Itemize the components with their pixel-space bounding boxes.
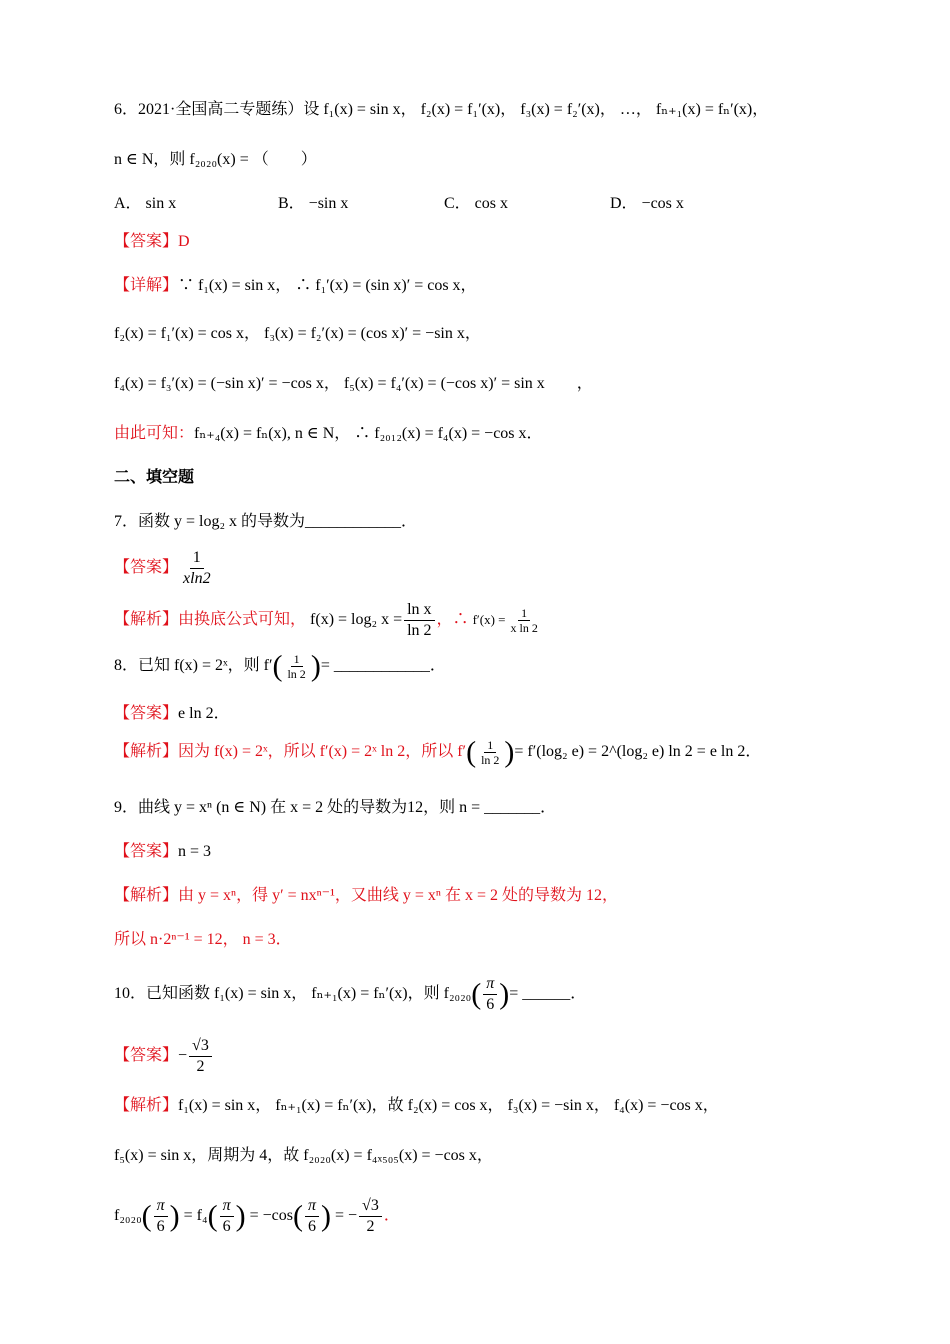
q7-answer-label: 【答案】 [114,559,179,577]
q9-answer-label: 【答案】 [114,843,179,860]
q10-analysis-label: 【解析】 [114,1097,179,1114]
q10-l3-frac2-den: 6 [222,1218,231,1235]
q6-answer-label: 【答案】 [114,233,179,250]
q7-stem: 7．函数 y = log₂ x 的导数为____________． [114,513,418,530]
q7-answer [114,548,890,592]
q7-analysis-frac2-den: x ln 2 [510,621,538,635]
q10-l3-frac2-num: π [220,1196,234,1217]
q9-stem: 9．曲线 y = xⁿ (n ∈ N) 在 x = 2 处的导数为12，则 n = _______． [114,799,557,816]
q10-answer-label: 【答案】 [114,1047,179,1065]
q10-l3-end: ． [383,1207,400,1225]
q7-analysis-label: 【解析】 [114,611,179,629]
q6-detail-line3: f₄(x) = f₃′(x) = (−sin x)′ = −cos x， f₅(x) = f₄′(x) = (−cos x)′ = sin x ， [114,375,593,392]
q6-detail-line4 [114,422,890,446]
q10-answer-num: √3 [189,1036,212,1057]
q9-answer [114,840,890,864]
q10-l3-frac3-den: 6 [307,1218,316,1235]
q8-answer-value: e ln 2． [178,705,230,722]
q10-answer-sign: − [178,1047,188,1065]
q10-l3-frac3 [305,1196,319,1237]
q8-analysis: 【解析】因为 f(x) = 2ˣ，所以 f′(x) = 2ˣ ln 2，所以 f′( $\frac{1}{\ln 2}$ )= f′(log₂ e) = 2^(log₂ e) ln 2 = e ln 2． [114,735,762,769]
q10-analysis-line1 [114,1094,890,1118]
q10-stem-suffix: = ______． [509,985,587,1003]
q8-stem-fraction [284,652,308,681]
q10-stem: 10．已知函数 f₁(x) = sin x， fₙ₊₁(x) = fₙ′(x)，则 f₂₀₂₀( $\frac{\pi}{6}$ )= ______． [114,975,587,1013]
q8-stem: 8．已知 f(x) = 2ˣ，则 f′( $\frac{1}{\ln 2}$ )= ____________． [114,649,446,683]
q6-option-b: B． −sin x [278,195,349,212]
q7-analysis-prefix: 由换底公式可知， [178,611,307,629]
q10-answer-fraction [189,1036,212,1077]
q7-analysis-expr2: f′(x) = [472,612,506,628]
q6-answer [114,230,890,254]
q10-l3-frac4-den: 2 [366,1218,375,1235]
q7-analysis-fraction2 [507,606,540,635]
q8-answer [114,702,890,726]
q6-stem-line2: n ∈ N，则 f₂₀₂₀(x) = （ ） [114,151,317,168]
q10-l3-b: = f₄ [183,1207,208,1225]
q10-stem-prefix: 10．已知函数 f₁(x) = sin x， fₙ₊₁(x) = fₙ′(x)，则 f₂₀₂₀ [114,985,472,1003]
q6-detail-label: 【详解】 [114,277,179,294]
q6-stem-line1: 6．2021·全国高二专题练）设 f₁(x) = sin x， f₂(x) = f₁′(x)， f₃(x) = f₂′(x)， …， fₙ₊₁(x) = fₙ′(x)， [114,101,769,118]
q10-l3-frac4 [359,1196,382,1237]
q10-l3-frac1-den: 6 [156,1218,165,1235]
q7-analysis [114,600,890,644]
q9-analysis-line1 [114,884,890,908]
q10-l3-frac3-num: π [305,1196,319,1217]
q9-analysis-line2: 所以 n·2ⁿ⁻¹ = 12， n = 3． [114,931,292,948]
q10-stem-fraction [483,974,497,1015]
q10-l3-d: = − [335,1207,358,1225]
q8-stem-suffix: = ____________． [320,657,446,675]
q7-analysis-frac-den: ln 2 [407,622,432,639]
q10-stem-frac-den: 6 [486,996,495,1013]
q6-detail-line4-text: fₙ₊₄(x) = fₙ(x), n ∈ N， ∴ f₂₀₁₂(x) = f₄(x) = −cos x． [194,425,543,442]
q8-analysis-frac-den: ln 2 [481,753,500,767]
q7-answer-den: xln2 [183,570,211,587]
section2-title: 二、填空题 [114,469,195,486]
q8-analysis-frac-num: 1 [484,738,496,753]
q7-analysis-expr: f(x) = log₂ x = [310,611,403,629]
q7-analysis-fraction [404,600,434,641]
q10-analysis-line1-text: f₁(x) = sin x， fₙ₊₁(x) = fₙ′(x)，故 f₂(x) = cos x， f₃(x) = −sin x， f₄(x) = −cos x， [178,1097,719,1114]
q8-analysis-fraction [478,738,502,767]
q7-answer-fraction [180,548,214,589]
q6-detail-line1-text: ∵ f₁(x) = sin x， ∴ f₁′(x) = (sin x)′ = cos x， [178,277,477,294]
q6-answer-value: D [178,233,190,250]
q9-analysis-line1-text: 由 y = xⁿ，得 y′ = nxⁿ⁻¹，又曲线 y = xⁿ 在 x = 2 处的导数为 12， [178,887,618,904]
q10-l3-a: f₂₀₂₀ [114,1207,142,1225]
q10-answer-den: 2 [196,1058,205,1075]
q10-analysis-line3: f₂₀₂₀( $\frac{\pi}{6}$ ) = f₄( $\frac{\pi}{6}$ ) = −cos( $\frac{\pi}{6}$ ) = − $\frac{√3}{2}$ ． [114,1197,400,1235]
q6-option-c: C． cos x [444,195,509,212]
q10-stem-frac-num: π [483,974,497,995]
q6-detail-line2: f₂(x) = f₁′(x) = cos x， f₃(x) = f₂′(x) = (cos x)′ = −sin x， [114,325,481,342]
q8-stem-prefix: 8．已知 f(x) = 2ˣ，则 f′ [114,657,273,675]
q10-l3-frac1-num: π [154,1196,168,1217]
q8-analysis-label: 【解析】 [114,743,179,761]
q6-option-d: D． −cos x [610,195,684,212]
q9-analysis-label: 【解析】 [114,887,179,904]
q6-detail-line1 [114,274,890,298]
q7-answer-num: 1 [190,548,204,569]
q8-stem-frac-num: 1 [291,652,303,667]
q10-answer [114,1036,890,1080]
q8-answer-label: 【答案】 [114,705,179,722]
q9-answer-value: n = 3 [178,843,212,860]
q6-detail-line4-prefix: 由此可知： [114,425,195,442]
q7-analysis-frac2-num: 1 [518,606,530,621]
q10-l3-c: = −cos [249,1207,293,1225]
q10-analysis-line2: f₅(x) = sin x，周期为 4，故 f₂₀₂₀(x) = f₄ₓ₅₀₅(x) = −cos x， [114,1147,493,1164]
q6-option-a: A． sin x [114,195,177,212]
q7-analysis-mid: ，∴ [436,611,469,629]
q6-options [114,192,890,216]
q10-l3-frac2 [220,1196,234,1237]
q10-l3-frac1 [154,1196,168,1237]
q8-stem-frac-den: ln 2 [287,667,306,681]
q10-l3-frac4-num: √3 [359,1196,382,1217]
q7-analysis-frac-num: ln x [404,600,434,621]
q8-analysis-text1: 因为 f(x) = 2ˣ，所以 f′(x) = 2ˣ ln 2，所以 f′ [178,743,467,761]
q8-analysis-text2: = f′(log₂ e) = 2^(log₂ e) ln 2 = e ln 2． [514,743,762,761]
